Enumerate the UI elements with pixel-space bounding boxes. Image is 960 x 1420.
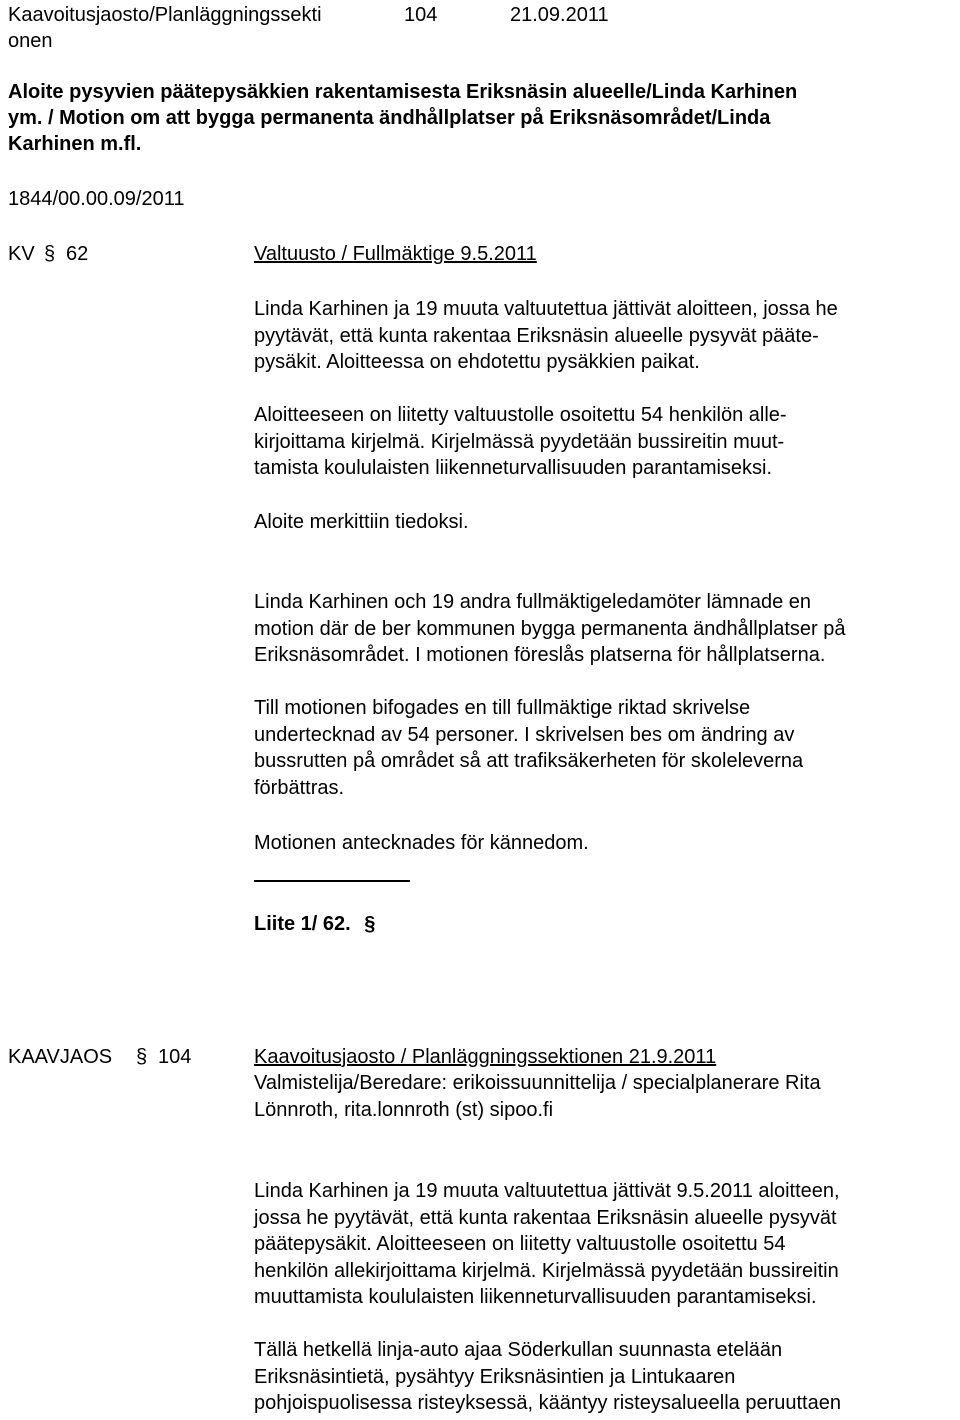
kaavjaos-preparer: Valmistelija/Beredare: erikoissuunnittelija / specialplanerare Rita Lönnroth, rita.lonnroth (st) sipoo.fi bbox=[254, 1072, 821, 1121]
kaavjaos-paragraph-2: Tällä hetkellä linja-auto ajaa Söderkullan suunnasta etelään Eriksnäsintietä, pysähtyy Eriksnäsintien ja Lintukaaren pohjoispuolisessa risteyksessä, kääntyy risteysalueella peruuttaen bbox=[254, 1339, 841, 1414]
item-title-line-2: ym. / Motion om att bygga permanenta ändhållplatser på Eriksnäsområdet/Linda bbox=[8, 107, 771, 129]
kv-paragraph-1: Linda Karhinen ja 19 muuta valtuutettua jättivät aloitteen, jossa he pyytävät, että kunta rakentaa Eriksnäsin alueelle pysyvät pääte- pysäkit. Aloitteessa on ehdotettu pysäkkien paikat. bbox=[254, 298, 838, 373]
kv-paragraph-4: Linda Karhinen och 19 andra fullmäktigeledamöter lämnade en motion där de ber kommunen bygga permanenta ändhållplatser på Eriksnäsområdet. I motionen föreslås platserna för hållplatserna. bbox=[254, 591, 846, 666]
kv-paragraph-5: Till motionen bifogades en till fullmäktige riktad skrivelse undertecknad av 54 personer. I skrivelsen bes om ändring av bussrutten på området så att trafiksäkerheten för skoleleverna förbättras. bbox=[254, 697, 804, 799]
attachment-label: Liite 1/ 62. § bbox=[254, 913, 376, 935]
kv-paragraph-6: Motionen antecknades för kännedom. bbox=[254, 832, 589, 854]
kaavjaos-meeting: Kaavoitusjaosto / Planläggningssektionen 21.9.2011 bbox=[254, 1046, 717, 1068]
record-number: 1844/00.00.09/2011 bbox=[8, 188, 185, 210]
kv-label: KV bbox=[8, 243, 35, 265]
header-date: 21.09.2011 bbox=[510, 4, 609, 26]
separator-rule bbox=[254, 880, 410, 882]
item-title-line-3: Karhinen m.fl. bbox=[8, 133, 142, 155]
kaavjaos-paragraph-1: Linda Karhinen ja 19 muuta valtuutettua jättivät 9.5.2011 aloitteen, jossa he pyytävät, että kunta rakentaa Eriksnäsin alueelle pysyvät päätepysäkit. Aloitteeseen on liitetty valtuustolle osoitettu 54 henkilön allekirjoittama kirjelmä. Kirjelmässä pyydetään bussireitin muuttamista koululaisten liikenneturvallisuuden parantamiseksi. bbox=[254, 1180, 840, 1308]
header-body-name: Kaavoitusjaosto/Planläggningssekti bbox=[8, 4, 322, 26]
kaavjaos-label: KAAVJAOS bbox=[8, 1046, 113, 1068]
header-body-name-cont: onen bbox=[8, 30, 53, 52]
kv-meeting: Valtuusto / Fullmäktige 9.5.2011 bbox=[254, 243, 537, 265]
kaavjaos-number: 104 bbox=[158, 1046, 192, 1068]
kv-section-sign-icon: § bbox=[44, 243, 56, 265]
header-page-number: 104 bbox=[404, 4, 438, 26]
kv-number: 62 bbox=[66, 243, 89, 265]
kv-paragraph-2: Aloitteeseen on liitetty valtuustolle osoitettu 54 henkilön alle- kirjoittama kirjelmä. Kirjelmässä pyydetään bussireitin muut- tamista koululaisten liikenneturvallisuuden parantamiseksi. bbox=[254, 404, 787, 479]
kaavjaos-section-sign-icon: § bbox=[136, 1046, 148, 1068]
attachment-section-sign-icon: § bbox=[364, 913, 376, 935]
item-title-line-1: Aloite pysyvien päätepysäkkien rakentamisesta Eriksnäsin alueelle/Linda Karhinen bbox=[8, 81, 798, 103]
kv-paragraph-3: Aloite merkittiin tiedoksi. bbox=[254, 511, 469, 533]
